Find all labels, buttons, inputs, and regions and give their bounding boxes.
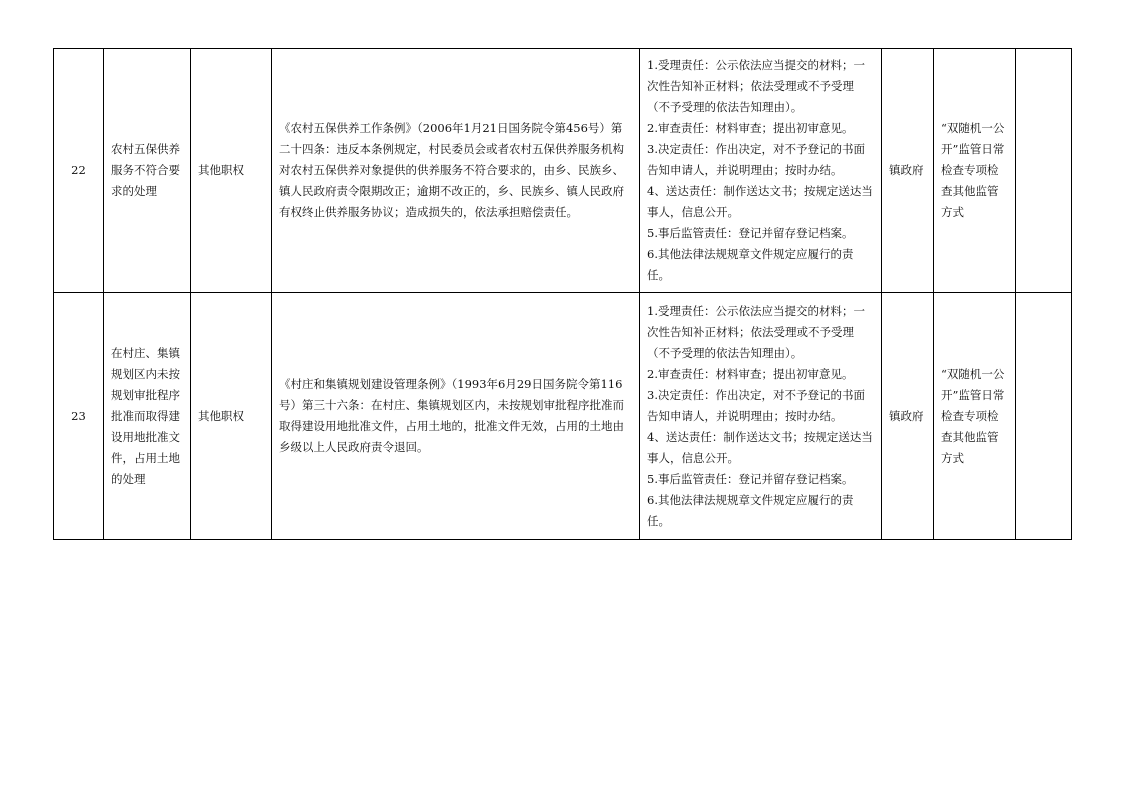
responsibility-item: 6.其他法律法规规章文件规定应履行的责任。 — [647, 492, 854, 528]
responsibility-list — [640, 49, 882, 293]
item-name: 在村庄、集镇规划区内未按规划审批程序批准而取得建设用地批准文件，占用土地的处理 — [104, 293, 191, 540]
responsibility-item: 1.受理责任：公示依法应当提交的材料；一次性告知补正材料；依法受理或不予受理（不予受理的依法告知理由）。 — [647, 58, 865, 114]
legal-basis: 《村庄和集镇规划建设管理条例》（1993年6月29日国务院令第116号）第三十六条：在村庄、集镇规划区内，未按规划审批程序批准而取得建设用地批准文件，占用土地的，批准文件无效，占用的土地由乡级以上人民政府责令退回。 — [272, 293, 640, 540]
item-category: 其他职权 — [191, 49, 272, 293]
row-number: 22 — [54, 49, 104, 293]
supervision-method: “双随机一公开”监管日常检查专项检查其他监管方式 — [934, 293, 1016, 540]
responsible-subject: 镇政府 — [882, 49, 934, 293]
responsibility-list — [640, 293, 882, 540]
responsibility-item: 4、送达责任：制作送达文书；按规定送达当事人，信息公开。 — [647, 429, 873, 465]
remark-cell — [1016, 293, 1072, 540]
row-number: 23 — [54, 293, 104, 540]
item-category: 其他职权 — [191, 293, 272, 540]
responsibility-item: 2.审查责任：材料审查；提出初审意见。 — [647, 121, 854, 135]
item-name: 农村五保供养服务不符合要求的处理 — [104, 49, 191, 293]
responsibility-item: 1.受理责任：公示依法应当提交的材料；一次性告知补正材料；依法受理或不予受理（不予受理的依法告知理由）。 — [647, 303, 865, 360]
responsible-subject: 镇政府 — [882, 293, 934, 540]
responsibility-item: 3.决定责任：作出决定，对不予登记的书面告知申请人，并说明理由；按时办结。 — [647, 142, 865, 177]
responsibility-item: 5.事后监管责任：登记并留存登记档案。 — [647, 471, 854, 486]
table-row — [54, 293, 1072, 540]
responsibility-item: 2.审查责任：材料审查；提出初审意见。 — [647, 366, 854, 381]
table-row — [54, 49, 1072, 293]
duty-table — [53, 48, 1072, 540]
responsibility-item: 4、送达责任：制作送达文书；按规定送达当事人，信息公开。 — [647, 184, 873, 219]
legal-basis: 《农村五保供养工作条例》（2006年1月21日国务院令第456号）第二十四条：违反本条例规定，村民委员会或者农村五保供养服务机构对农村五保供养对象提供的供养服务不符合要求的，由乡、民族乡、镇人民政府责令限期改正；逾期不改正的，乡、民族乡、镇人民政府有权终止供养服务协议；造成损失的，依法承担赔偿责任。 — [272, 49, 640, 293]
remark-cell — [1016, 49, 1072, 293]
responsibility-item: 6.其他法律法规规章文件规定应履行的责任。 — [647, 247, 854, 282]
responsibility-item: 5.事后监管责任：登记并留存登记档案。 — [647, 226, 854, 240]
supervision-method: “双随机一公开”监管日常检查专项检查其他监管方式 — [934, 49, 1016, 293]
responsibility-item: 3.决定责任：作出决定，对不予登记的书面告知申请人，并说明理由；按时办结。 — [647, 387, 865, 423]
